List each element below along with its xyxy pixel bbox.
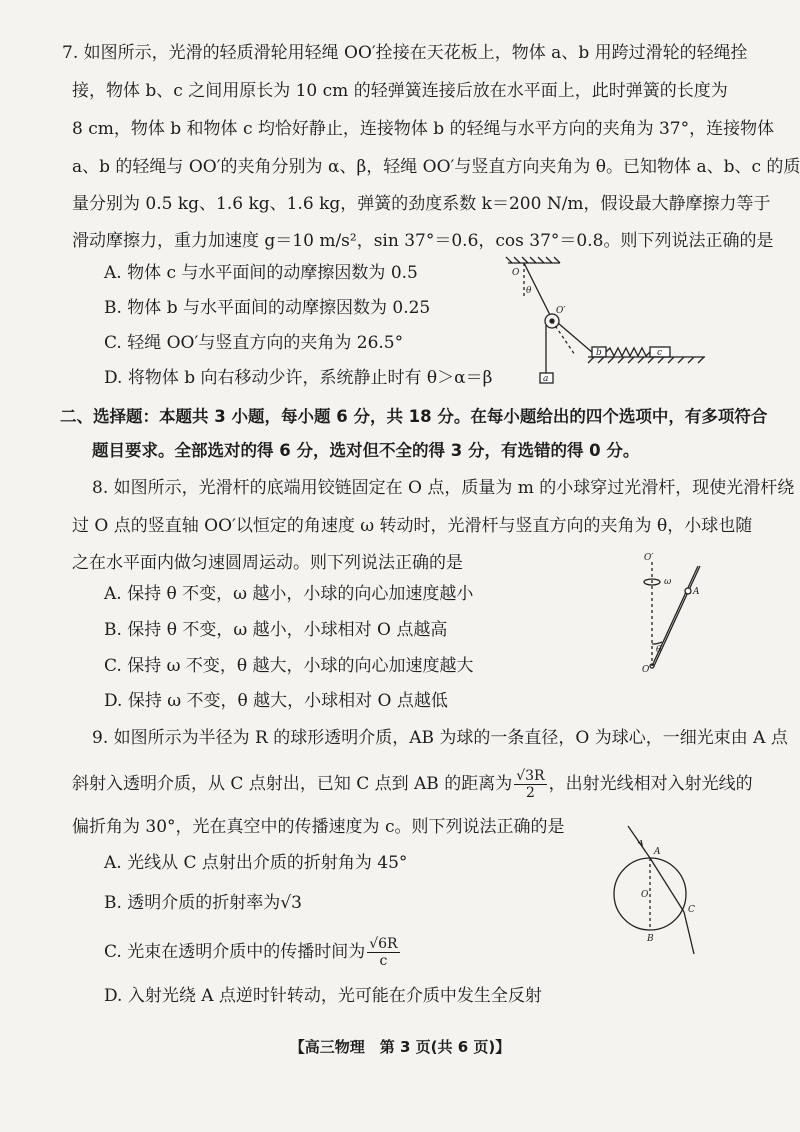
q9-sphere-figure — [608, 820, 718, 960]
q9-label-a: A — [654, 847, 661, 857]
q7-label-theta: θ — [526, 286, 532, 296]
q7-line-5: 量分别为 0.5 kg、1.6 kg、1.6 kg，弹簧的劲度系数 k＝200 N/m，假设最大静摩擦力等于 — [72, 194, 771, 214]
q7-option-d: D. 将物体 b 向右移动少许，系统静止时有 θ＞α＝β — [104, 368, 493, 388]
q8-line-1: 8. 如图所示，光滑杆的底端用铰链固定在 O 点，质量为 m 的小球穿过光滑杆，现使光滑杆绕 — [92, 478, 795, 498]
q9-line-3: 偏折角为 30°，光在真空中的传播速度为 c。则下列说法正确的是 — [72, 817, 565, 837]
q7-line-3: 8 cm，物体 b 和物体 c 均恰好静止，连接物体 b 的轻绳与水平方向的夹角为 37°，连接物体 — [72, 119, 775, 139]
q8-line-3: 之在水平面内做匀速圆周运动。则下列说法正确的是 — [72, 553, 463, 573]
section-2-instructions: 题目要求。全部选对的得 6 分，选对但不全的得 3 分，有选错的得 0 分。 — [92, 441, 640, 460]
q7-option-b: B. 物体 b 与水平面间的动摩擦因数为 0.25 — [104, 298, 431, 318]
q8-label-o-prime: O′ — [644, 553, 654, 563]
q7-label-o: O — [512, 268, 520, 278]
q8-label-a: A — [693, 587, 700, 597]
q9-option-d: D. 入射光绕 A 点逆时针转动，光可能在介质中发生全反射 — [104, 986, 542, 1006]
q8-option-c: C. 保持 ω 不变，θ 越大，小球的向心加速度越大 — [104, 656, 474, 676]
q8-option-b: B. 保持 θ 不变，ω 越小，小球相对 O 点越高 — [104, 620, 448, 640]
q8-rod-figure — [630, 548, 720, 678]
q9-option-b-value: √3 — [280, 893, 302, 913]
q8-label-o: O — [642, 665, 650, 675]
q7-label-b: b — [596, 348, 602, 358]
q8-number: 8. — [92, 478, 109, 498]
q9-number: 9. — [92, 728, 109, 748]
q7-line-1: 7. 如图所示，光滑的轻质滑轮用轻绳 OO′拴接在天花板上，物体 a、b 用跨过滑轮的轻绳拴 — [62, 43, 748, 63]
q8-label-theta: θ — [656, 645, 662, 655]
section-2-heading: 二、选择题：本题共 3 小题，每小题 6 分，共 18 分。在每小题给出的四个选项中，有多项符合 — [60, 407, 768, 426]
q9-option-c: C. 光束在透明介质中的传播时间为 $\frac{√6R}{c}$ — [104, 936, 398, 969]
q9-label-o: O — [641, 890, 649, 900]
page-footer: 【高三物理 第 3 页(共 6 页)】 — [289, 1038, 511, 1056]
q9-option-a: A. 光线从 C 点射出介质的折射角为 45° — [104, 853, 408, 873]
q7-pulley-figure — [500, 255, 715, 385]
q7-option-a: A. 物体 c 与水平面间的动摩擦因数为 0.5 — [104, 263, 418, 283]
q8-option-a: A. 保持 θ 不变，ω 越小，小球的向心加速度越小 — [104, 584, 474, 604]
q8-label-omega: ω — [664, 577, 672, 587]
q7-line-6: 滑动摩擦力，重力加速度 g＝10 m/s²，sin 37°＝0.6，cos 37°＝0.8。则下列说法正确的是 — [72, 231, 774, 251]
q8-line-2: 过 O 点的竖直轴 OO′以恒定的角速度 ω 转动时，光滑杆与竖直方向的夹角为 θ，小球也随 — [72, 516, 753, 536]
q9-label-c: C — [688, 905, 695, 915]
q9-option-c-fraction: $\frac{√6R}{c}$ — [369, 936, 398, 969]
q9-label-b: B — [647, 934, 654, 944]
q8-option-d: D. 保持 ω 不变，θ 越大，小球相对 O 点越低 — [104, 691, 448, 711]
q7-line-2: 接，物体 b、c 之间用原长为 10 cm 的轻弹簧连接后放在水平面上，此时弹簧的长度为 — [72, 81, 728, 101]
q7-label-o-prime: O′ — [556, 306, 566, 316]
q9-line-1: 9. 如图所示为半径为 R 的球形透明介质，AB 为球的一条直径，O 为球心，一细光束由 A 点 — [92, 728, 788, 748]
q7-number: 7. — [62, 43, 79, 63]
q9-line-2: 斜射入透明介质，从 C 点射出，已知 C 点到 AB 的距离为 $\frac{√3R}{2}$ ，出射光线相对入射光线的 — [72, 768, 753, 801]
q9-option-b: B. 透明介质的折射率为√3 — [104, 893, 302, 913]
q7-line-4: a、b 的轻绳与 OO′的夹角分别为 α、β，轻绳 OO′与竖直方向夹角为 θ。已知物体 a、b、c 的质 — [72, 157, 800, 177]
q7-label-c: c — [657, 348, 663, 358]
q7-label-a: a — [543, 374, 549, 384]
q7-option-c: C. 轻绳 OO′与竖直方向的夹角为 26.5° — [104, 333, 404, 353]
q9-distance-fraction: $\frac{√3R}{2}$ — [516, 768, 545, 801]
